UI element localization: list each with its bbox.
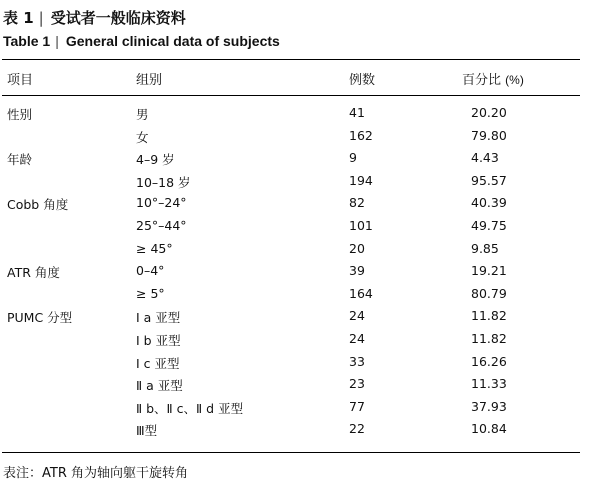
cell-item: ATR 角度 — [7, 265, 60, 281]
cell-group: Ⅰ c 亚型 — [136, 355, 180, 371]
cell-count: 41 — [349, 105, 365, 120]
header-percent-label: 百分比 — [462, 73, 502, 88]
cell-group: 10–18 岁 — [136, 174, 191, 190]
header-item: 项目 — [7, 73, 34, 88]
cell-group: 男 — [136, 107, 149, 122]
cell-percent: 16.26 — [471, 353, 507, 369]
cell-percent: 20.20 — [471, 105, 507, 120]
cell-group: Ⅰ b 亚型 — [136, 333, 181, 348]
table-title-en — [3, 33, 280, 49]
cell-percent: 19.21 — [471, 263, 507, 279]
cell-group: 10°–24° — [136, 195, 187, 211]
table-row — [0, 306, 594, 328]
header-percent — [462, 69, 524, 88]
table-header-rule — [2, 95, 580, 96]
cell-group: Ⅲ型 — [136, 423, 158, 439]
table-row — [0, 374, 594, 396]
title-separator: | — [38, 9, 44, 27]
cell-percent: 11.82 — [471, 308, 507, 324]
cell-count: 23 — [349, 376, 365, 392]
cell-count: 9 — [349, 150, 357, 166]
cell-group: 25°–44° — [136, 218, 187, 233]
table-row — [0, 148, 594, 170]
cell-percent: 40.39 — [471, 195, 507, 211]
table-row — [0, 126, 594, 148]
table-row — [0, 261, 594, 283]
table-caption-cn: 受试者一般临床资料 — [50, 9, 186, 27]
table-bottom-rule — [2, 452, 580, 453]
table-row — [0, 239, 594, 261]
table-row — [0, 284, 594, 306]
cell-group: ≥ 5° — [136, 285, 165, 301]
table-row — [0, 171, 594, 193]
cell-count: 24 — [349, 331, 365, 346]
header-group: 组别 — [136, 73, 163, 88]
cell-group: 4–9 岁 — [136, 152, 175, 168]
table-row — [0, 419, 594, 441]
cell-group: Ⅱ b、Ⅱ c、Ⅱ d 亚型 — [136, 400, 244, 416]
cell-count: 101 — [349, 218, 373, 233]
table-row — [0, 397, 594, 419]
cell-percent: 37.93 — [471, 398, 507, 414]
table-title-cn — [3, 7, 186, 28]
cell-count: 33 — [349, 353, 365, 369]
cell-count: 20 — [349, 240, 365, 256]
cell-percent: 11.33 — [471, 376, 507, 392]
cell-count: 82 — [349, 195, 365, 211]
table-row — [0, 329, 594, 351]
cell-count: 194 — [349, 172, 373, 188]
cell-percent: 49.75 — [471, 218, 507, 233]
cell-group: Ⅱ a 亚型 — [136, 378, 183, 394]
cell-item: PUMC 分型 — [7, 310, 73, 326]
table-number-cn: 表 1 — [3, 9, 34, 27]
cell-count: 164 — [349, 285, 373, 301]
cell-group: 女 — [136, 129, 149, 145]
cell-group: Ⅰ a 亚型 — [136, 310, 181, 326]
table-row — [0, 352, 594, 374]
cell-percent: 4.43 — [471, 150, 499, 166]
cell-percent: 11.82 — [471, 331, 507, 346]
cell-percent: 9.85 — [471, 240, 499, 256]
cell-group: 0–4° — [136, 263, 165, 279]
table-row — [0, 103, 594, 125]
table-footnote: 表注：ATR 角为轴向躯干旋转角 — [3, 466, 188, 481]
cell-count: 22 — [349, 421, 365, 437]
cell-percent: 10.84 — [471, 421, 507, 437]
title-separator: | — [55, 33, 59, 49]
cell-item: 性别 — [7, 107, 33, 122]
cell-count: 24 — [349, 308, 365, 324]
table-row — [0, 193, 594, 215]
cell-percent: 79.80 — [471, 127, 507, 143]
cell-count: 77 — [349, 398, 365, 414]
cell-count: 162 — [349, 127, 373, 143]
header-count: 例数 — [349, 73, 376, 88]
table-top-rule — [2, 59, 580, 60]
cell-group: ≥ 45° — [136, 240, 173, 256]
table-caption-en: General clinical data of subjects — [65, 33, 280, 49]
cell-count: 39 — [349, 263, 365, 279]
cell-percent: 95.57 — [471, 172, 507, 188]
cell-item: Cobb 角度 — [7, 197, 69, 213]
header-percent-unit: (%) — [505, 73, 524, 87]
table-number-en: Table 1 — [3, 33, 51, 49]
cell-percent: 80.79 — [471, 285, 507, 301]
table-row — [0, 216, 594, 238]
cell-item: 年龄 — [7, 152, 33, 168]
